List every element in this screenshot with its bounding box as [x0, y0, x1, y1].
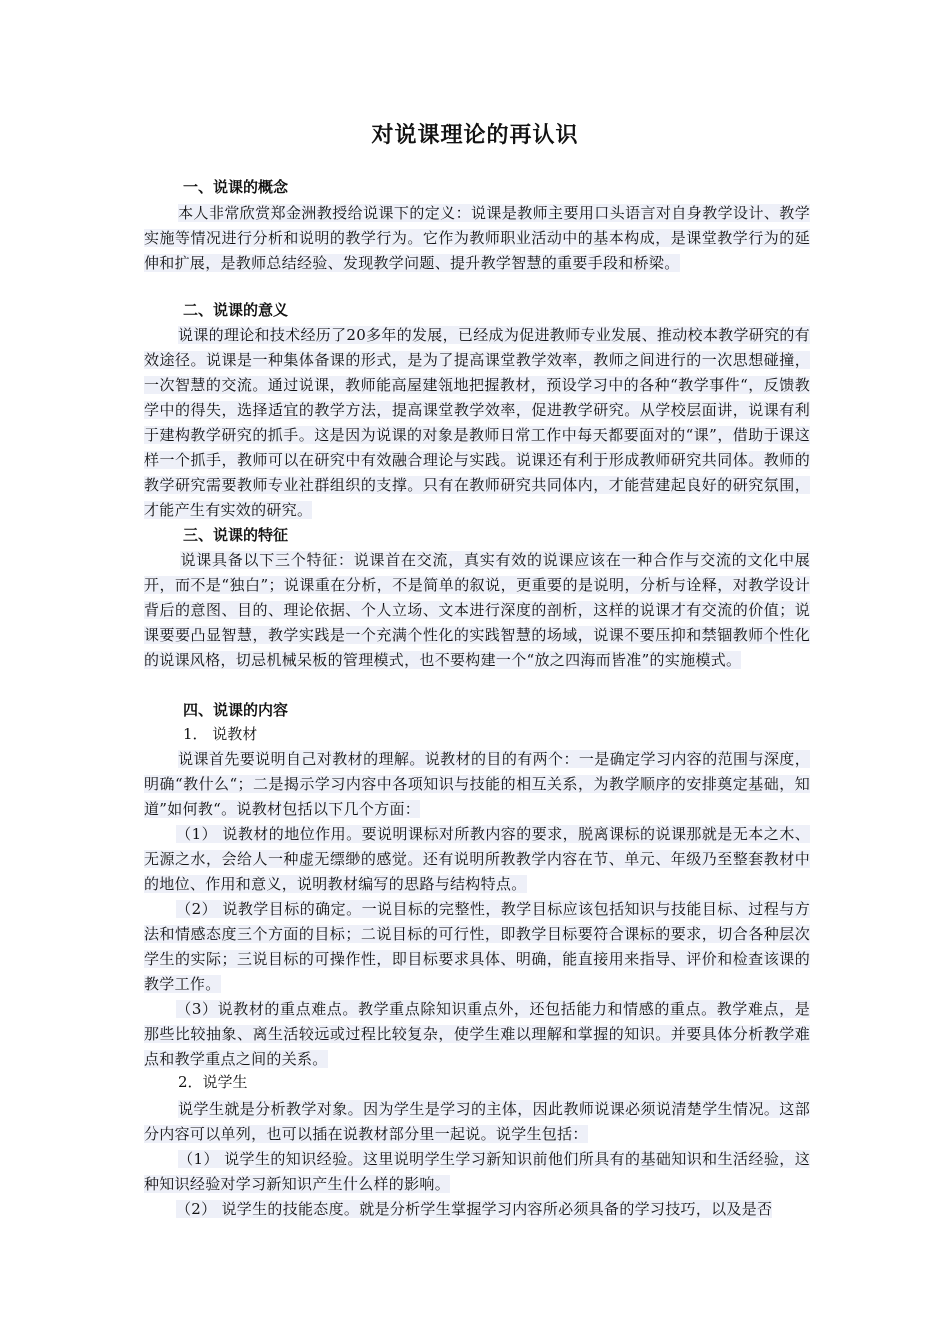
section-heading-1: 一、说课的概念: [183, 178, 289, 196]
paragraph: 说课首先要说明自己对教材的理解。说教材的目的有两个：一是确定学习内容的范围与深度，明确“教什么“；二是揭示学习内容中各项知识与技能的相互关系，为教学顺序的安排奠定基础，知道”如何教“。说教材包括以下几个方面：: [144, 750, 810, 818]
paragraph: 说课的理论和技术经历了20多年的发展，已经成为促进教师专业发展、推动校本教学研究的有效途径。说课是一种集体备课的形式，是为了提高课堂教学效率，教师之间进行的一次思想碰撞，一次智慧的交流。通过说课，教师能高屋建瓴地把握教材，预设学习中的各种“教学事件“，反馈教学中的得失，选择适宜的教学方法，提高课堂教学效率，促进教学研究。从学校层面讲，说课有利于建构教学研究的抓手。这是因为说课的对象是教师日常工作中每天都要面对的“课”，借助于课这样一个抓手，教师可以在研究中有效融合理论与实践。说课还有利于形成教师研究共同体。教师的教学研究需要教师专业社群组织的支撑。只有在教师研究共同体内，才能营建起良好的研究氛围，才能产生有实效的研究。: [144, 326, 810, 519]
section-heading-4: 四、说课的内容: [183, 701, 289, 719]
section-heading-2: 二、说课的意义: [183, 301, 289, 319]
paragraph: 本人非常欣赏郑金洲教授给说课下的定义：说课是教师主要用口头语言对自身教学设计、教学实施等情况进行分析和说明的教学行为。它作为教师职业活动中的基本构成，是课堂教学行为的延伸和扩展，是教师总结经验、发现教学问题、提升教学智慧的重要手段和桥梁。: [144, 204, 810, 272]
paragraph: （2） 说学生的技能态度。就是分析学生掌握学习内容所必须具备的学习技巧，以及是否: [176, 1200, 773, 1218]
paragraph: 说学生就是分析教学对象。因为学生是学习的主体，因此教师说课必须说清楚学生情况。这部分内容可以单列，也可以插在说教材部分里一起说。说学生包括：: [144, 1100, 810, 1143]
paragraph: 说课具备以下三个特征：说课首在交流，真实有效的说课应该在一种合作与交流的文化中展开，而不是“独白”；说课重在分析，不是简单的叙说，更重要的是说明，分析与诠释，对教学设计背后的意图、目的、理论依据、个人立场、文本进行深度的剖析，这样的说课才有交流的价值；说课要要凸显智慧，教学实践是一个充满个性化的实践智慧的场域，说课不要压抑和禁锢教师个性化的说课风格，切忌机械呆板的管理模式，也不要构建一个“放之四海而皆准”的实施模式。: [144, 551, 810, 669]
subheading-students: 2．说学生: [178, 1073, 248, 1091]
paragraph: （1） 说教材的地位作用。要说明课标对所教内容的要求，脱离课标的说课那就是无本之木、无源之水，会给人一种虚无缥缈的感觉。还有说明所教教学内容在节、单元、年级乃至整套教材中的地位、作用和意义，说明教材编写的思路与结构特点。: [144, 825, 810, 893]
paragraph: （2） 说教学目标的确定。一说目标的完整性，教学目标应该包括知识与技能目标、过程与方法和情感态度三个方面的目标；二说目标的可行性，即教学目标要符合课标的要求，切合各种层次学生的实际；三说目标的可操作性，即目标要求具体、明确，能直接用来指导、评价和检查该课的教学工作。: [144, 900, 810, 993]
section-heading-3: 三、说课的特征: [183, 526, 289, 544]
paragraph: （3）说教材的重点难点。教学重点除知识重点外，还包括能力和情感的重点。教学难点，是那些比较抽象、离生活较远或过程比较复杂，使学生难以理解和掌握的知识。并要具体分析教学难点和教学重点之间的关系。: [144, 1000, 810, 1068]
document-title: 对说课理论的再认识: [371, 123, 579, 148]
paragraph: （1） 说学生的知识经验。这里说明学生学习新知识前他们所具有的基础知识和生活经验，这种知识经验对学习新知识产生什么样的影响。: [144, 1150, 810, 1193]
subheading-textbook: 1． 说教材: [183, 725, 258, 743]
